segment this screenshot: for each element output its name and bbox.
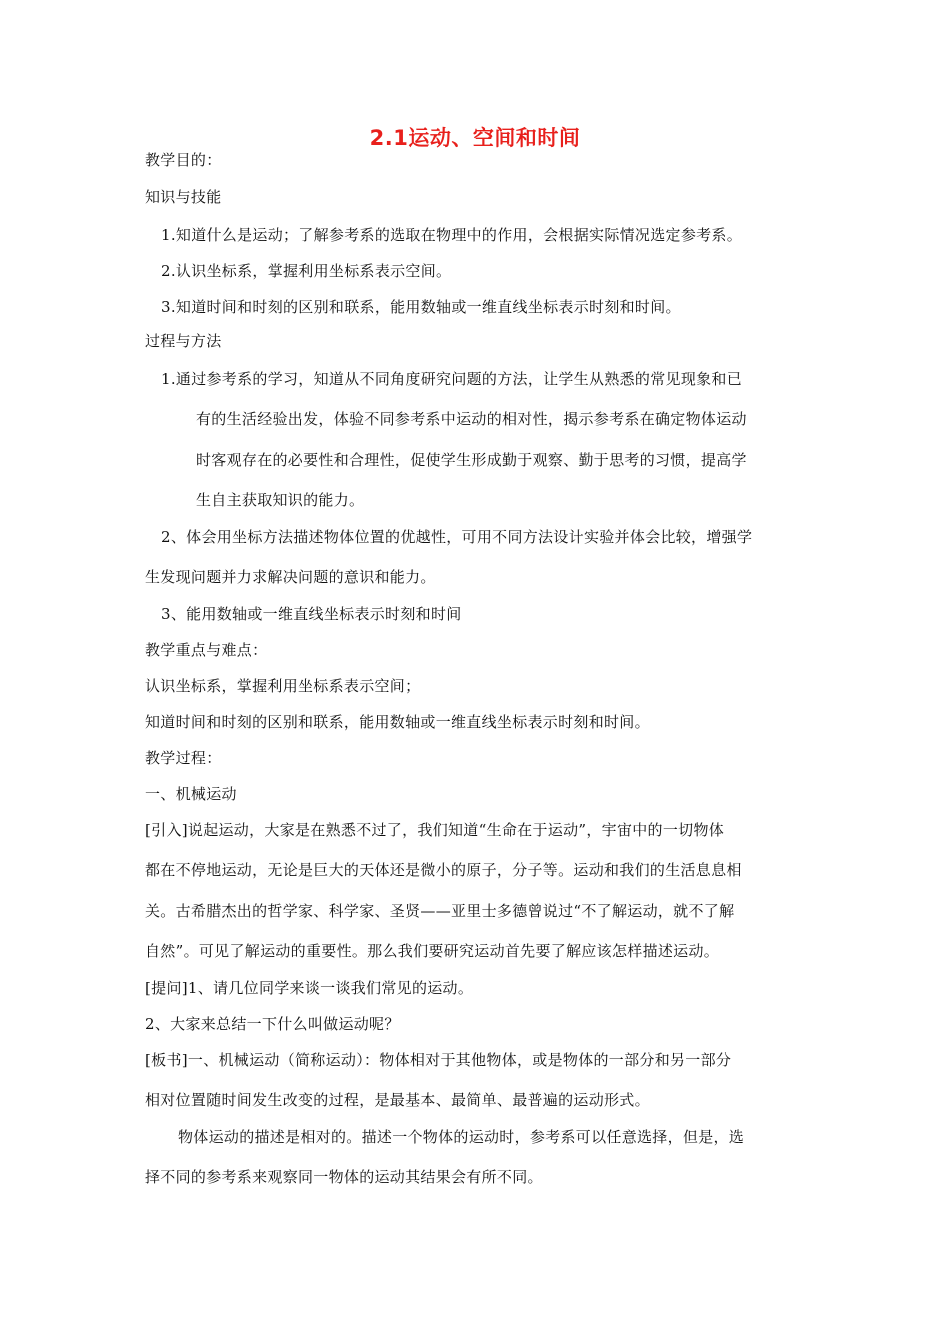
- paragraph-line: 2、大家来总结一下什么叫做运动呢？: [145, 1015, 400, 1033]
- paragraph-line: 1.知道什么是运动；了解参考系的选取在物理中的作用，会根据实际情况选定参考系。: [161, 226, 743, 244]
- section-heading-process: 教学过程：: [145, 749, 222, 767]
- subheading-knowledge-skills: 知识与技能: [145, 188, 222, 206]
- paragraph-line: [提问]1、请几位同学来谈一谈我们常见的运动。: [145, 979, 474, 997]
- paragraph-line: 相对位置随时间发生改变的过程，是最基本、最简单、最普遍的运动形式。: [145, 1091, 650, 1109]
- paragraph-line: 时客观存在的必要性和合理性，促使学生形成勤于观察、勤于思考的习惯，提高学: [196, 451, 747, 469]
- paragraph-line: 认识坐标系，掌握利用坐标系表示空间；: [145, 677, 421, 695]
- paragraph-line: 物体运动的描述是相对的。描述一个物体的运动时，参考系可以任意选择，但是，选: [178, 1128, 745, 1146]
- subheading-mechanical-motion: 一、机械运动: [145, 785, 237, 803]
- paragraph-line: 关。古希腊杰出的哲学家、科学家、圣贤——亚里士多德曾说过“不了解运动，就不了解: [145, 902, 735, 920]
- document-title: 2.1运动、空间和时间: [369, 126, 581, 150]
- section-heading-objectives: 教学目的：: [145, 151, 222, 169]
- paragraph-line: [板书]一、机械运动（简称运动）：物体相对于其他物体，或是物体的一部分和另一部分: [145, 1051, 732, 1069]
- paragraph-line: 有的生活经验出发，体验不同参考系中运动的相对性，揭示参考系在确定物体运动: [196, 410, 747, 428]
- paragraph-line: 都在不停地运动，无论是巨大的天体还是微小的原子，分子等。运动和我们的生活息息相: [145, 861, 742, 879]
- paragraph-line: [引入]说起运动，大家是在熟悉不过了，我们知道“生命在于运动”，宇宙中的一切物体: [145, 821, 725, 839]
- section-heading-key-points: 教学重点与难点：: [145, 641, 268, 659]
- paragraph-line: 自然”。可见了解运动的重要性。那么我们要研究运动首先要了解应该怎样描述运动。: [145, 942, 720, 960]
- paragraph-line: 2、体会用坐标方法描述物体位置的优越性，可用不同方法设计实验并体会比较，增强学: [161, 528, 753, 546]
- paragraph-line: 知道时间和时刻的区别和联系，能用数轴或一维直线坐标表示时刻和时间。: [145, 713, 650, 731]
- paragraph-line: 择不同的参考系来观察同一物体的运动其结果会有所不同。: [145, 1168, 543, 1186]
- paragraph-line: 1.通过参考系的学习，知道从不同角度研究问题的方法，让学生从熟悉的常见现象和已: [161, 370, 743, 388]
- paragraph-line: 生自主获取知识的能力。: [196, 491, 365, 509]
- paragraph-line: 3、能用数轴或一维直线坐标表示时刻和时间: [161, 605, 462, 623]
- paragraph-line: 3.知道时间和时刻的区别和联系，能用数轴或一维直线坐标表示时刻和时间。: [161, 298, 681, 316]
- subheading-process-method: 过程与方法: [145, 332, 222, 350]
- paragraph-line: 生发现问题并力求解决问题的意识和能力。: [145, 568, 436, 586]
- paragraph-line: 2.认识坐标系，掌握利用坐标系表示空间。: [161, 262, 452, 280]
